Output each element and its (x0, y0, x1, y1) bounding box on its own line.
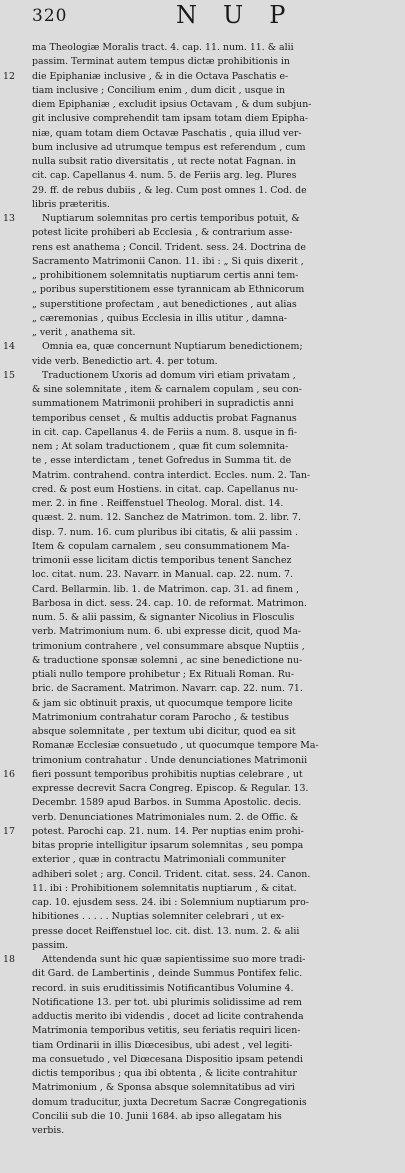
text-line (0, 269, 405, 283)
line-text: num. 5. & alii passim, & signanter Nicolius in Flosculis (32, 612, 295, 623)
line-text: Romanæ Ecclesiæ consuetudo , ut quocumque tempore Ma- (32, 740, 319, 752)
text-line (0, 98, 405, 112)
text-line (0, 711, 405, 725)
line-text: niæ, quam totam diem Octavæ Paschatis , quia illud ver- (32, 127, 302, 139)
text-line (0, 682, 405, 696)
text-line (0, 70, 405, 84)
line-text: nem ; At solam traductionem , quæ fit cum solemnita- (32, 441, 289, 452)
text-line (0, 611, 405, 625)
line-text: adductis merito ibi videndis , docet ad licite contrahenda (32, 1011, 304, 1022)
text-line (0, 640, 405, 654)
line-text: libris præteritis. (32, 198, 110, 210)
margin-paragraph-number: 12 (3, 70, 15, 82)
line-text: „ superstitione profectam , aut benedictiones , aut alias (32, 298, 297, 310)
text-line (0, 383, 405, 397)
margin-paragraph-number: 13 (3, 213, 15, 224)
text-line (0, 141, 405, 155)
line-text: presse docet Reiffenstuel loc. cit. dist. 13. num. 2. & alii (32, 925, 300, 937)
text-line (0, 1010, 405, 1024)
text-line (0, 469, 405, 483)
line-text: loc. citat. num. 23. Navarr. in Manual. cap. 22. num. 7. (32, 569, 293, 581)
line-text: Matrimonium , & Sponsa absque solemnitatibus ad viri (32, 1082, 295, 1094)
line-text: „ poribus superstitionem esse tyrannicam ab Ethnicorum (32, 284, 305, 296)
line-text: Nuptiarum solemnitas pro certis temporibus potuit, & (42, 213, 300, 224)
text-line (0, 155, 405, 169)
line-text: Decembr. 1589 apud Barbos. in Summa Apostolic. decis. (32, 797, 302, 809)
text-line (0, 811, 405, 825)
text-line (0, 184, 405, 198)
text-line (0, 412, 405, 426)
line-text: passim. Terminat autem tempus dictæ prohibitionis in (32, 56, 290, 68)
line-text: cit. cap. Capellanus 4. num. 5. de Feriis arg. leg. Plures (32, 170, 297, 182)
page-header (0, 0, 405, 40)
text-line (0, 554, 405, 568)
line-text: 29. ff. de rebus dubiis , & leg. Cum post omnes 1. Cod. de (32, 184, 307, 196)
line-text: summationem Matrimonii prohiberi in supradictis anni (32, 398, 294, 410)
line-text: git inclusive comprehendit tam ipsam totam diem Epipha- (32, 113, 309, 125)
text-line (0, 483, 405, 497)
text-line (0, 1053, 405, 1067)
line-text: bric. de Sacrament. Matrimon. Navarr. cap. 22. num. 71. (32, 683, 303, 695)
line-text: die Epiphaniæ inclusive , & in die Octava Paschatis e- (32, 70, 289, 82)
text-line (0, 212, 405, 226)
text-body (0, 41, 405, 1138)
line-text: „ cæremonias , quibus Ecclesia in illis utitur , damna- (32, 312, 288, 324)
line-text: in cit. cap. Capellanus 4. de Feriis a num. 8. usque in fi- (32, 426, 298, 438)
text-line (0, 796, 405, 810)
line-text: Matrimonium contrahatur coram Parocho , & testibus (32, 711, 289, 723)
text-line (0, 825, 405, 839)
text-line (0, 426, 405, 440)
line-text: trimonii esse licitam dictis temporibus tenent Sanchez (32, 555, 292, 566)
line-text: & sine solemnitate , item & carnalem copulam , seu con- (32, 384, 302, 395)
text-line (0, 454, 405, 468)
text-line (0, 127, 405, 141)
text-line (0, 654, 405, 668)
line-text: Attendenda sunt hic quæ sapientissime suo more tradi- (42, 954, 306, 965)
line-text: absque solemnitate , per textum ubi dicitur, quod ea sit (32, 726, 296, 737)
line-text: ma consuetudo , vel Diœcesana Dispositio ipsam petendi (32, 1053, 303, 1065)
text-line (0, 754, 405, 768)
line-text: nulla subsit ratio diversitatis , ut recte notat Fagnan. in (32, 156, 296, 167)
line-text: potest licite prohiberi ab Ecclesia , & contrarium asse- (32, 227, 293, 239)
line-text: ma Theologiæ Moralis tract. 4. cap. 11. num. 11. & alii (32, 42, 294, 53)
line-text: record. in suis eruditissimis Notificantibus Volumine 4. (32, 982, 294, 994)
text-line (0, 241, 405, 255)
page-number: 320 (32, 6, 68, 26)
line-text: Item & copulam carnalem , seu consummationem Ma- (32, 540, 290, 552)
text-line (0, 697, 405, 711)
line-text: rens est anathema ; Concil. Trident. sess. 24. Doctrina de (32, 241, 306, 253)
line-text: quæst. 2. num. 12. Sanchez de Matrimon. tom. 2. libr. 7. (32, 512, 301, 524)
text-line (0, 982, 405, 996)
line-text: & traductione sponsæ solemni , ac sine benedictione nu- (32, 654, 303, 666)
text-line (0, 497, 405, 511)
text-line (0, 397, 405, 411)
line-text: ptiali nullo tempore prohibetur ; Ex Rituali Roman. Ru- (32, 669, 294, 680)
text-line (0, 882, 405, 896)
text-line (0, 668, 405, 682)
line-text: expresse decrevit Sacra Congreg. Episcop. & Regular. 13. (32, 783, 309, 794)
text-line (0, 540, 405, 554)
text-line (0, 1081, 405, 1095)
text-line (0, 910, 405, 924)
running-head: NUP (176, 1, 312, 29)
line-text: dit Gard. de Lambertinis , deinde Summus Pontifex felic. (32, 968, 303, 980)
margin-paragraph-number: 17 (3, 825, 15, 837)
line-text: hibitiones . . . . . Nuptias solemniter celebrari , ut ex- (32, 911, 285, 923)
line-text: Matrim. contrahend. contra interdict. Eccles. num. 2. Tan- (32, 469, 311, 481)
text-line (0, 169, 405, 183)
text-line (0, 597, 405, 611)
line-text: Omnia ea, quæ concernunt Nuptiarum benedictionem; (42, 341, 303, 353)
text-line (0, 782, 405, 796)
text-line (0, 298, 405, 312)
line-text: Sacramento Matrimonii Canon. 11. ibi : „ Si quis dixerit , (32, 255, 304, 267)
line-text: & jam sic obtinuit praxis, ut quocumque tempore licite (32, 697, 293, 709)
line-text: te , esse interdictam , tenet Gofredus in Summa tit. de (32, 455, 292, 467)
text-line (0, 526, 405, 540)
text-line (0, 326, 405, 340)
line-text: potest. Parochi cap. 21. num. 14. Per nuptias enim prohi- (32, 825, 304, 837)
text-line (0, 112, 405, 126)
line-text: cred. & post eum Hostiens. in citat. cap. Capellanus nu- (32, 483, 299, 495)
line-text: trimonium contrahatur . Unde denunciationes Matrimonii (32, 754, 308, 766)
text-line (0, 1039, 405, 1053)
text-line (0, 226, 405, 240)
line-text: bitas proprie intelligitur ipsarum solemnitas , seu pompa (32, 840, 304, 851)
text-line (0, 55, 405, 69)
line-text: verb. Matrimonium num. 6. ubi expresse dicit, quod Ma- (32, 626, 302, 638)
text-line (0, 312, 405, 326)
text-line (0, 953, 405, 967)
line-text: exterior , quæ in contractu Matrimoniali communiter (32, 854, 286, 866)
line-text: cap. 10. ejusdem sess. 24. ibi : Solemnium nuptiarum pro- (32, 897, 309, 908)
line-text: verbis. (32, 1125, 65, 1136)
line-text: Card. Bellarmin. lib. 1. de Matrimon. cap. 31. ad finem , (32, 583, 299, 595)
line-text: verb. Denunciationes Matrimoniales num. 2. de Offic. & (32, 811, 299, 823)
text-line (0, 340, 405, 354)
line-text: vide verb. Benedictio art. 4. per totum. (32, 355, 218, 367)
line-text: Notificatione 13. per tot. ubi plurimis solidissime ad rem (32, 996, 302, 1008)
margin-paragraph-number: 15 (3, 369, 15, 381)
text-line (0, 939, 405, 953)
text-line (0, 283, 405, 297)
line-text: tiam inclusive ; Concilium enim , dum dicit , usque in (32, 84, 286, 96)
text-line (0, 739, 405, 753)
margin-paragraph-number: 14 (3, 341, 15, 353)
line-text: 11. ibi : Prohibitionem solemnitatis nuptiarum , & citat. (32, 882, 297, 894)
line-text: diem Epiphaniæ , excludit ipsius Octavam , & dum subjun- (32, 99, 312, 110)
text-line (0, 839, 405, 853)
line-text: domum traducitur, juxta Decretum Sacræ Congregationis (32, 1096, 307, 1108)
line-text: tiam Ordinarii in illis Diœcesibus, ubi adest , vel legiti- (32, 1039, 293, 1051)
text-line (0, 1096, 405, 1110)
text-line (0, 996, 405, 1010)
text-line (0, 583, 405, 597)
line-text: disp. 7. num. 16. cum pluribus ibi citatis, & alii passim . (32, 526, 299, 538)
text-line (0, 1110, 405, 1124)
line-text: „ prohibitionem solemnitatis nuptiarum certis anni tem- (32, 270, 299, 281)
line-text: passim. (32, 939, 69, 951)
text-line (0, 768, 405, 782)
line-text: Barbosa in dict. sess. 24. cap. 10. de reformat. Matrimon. (32, 597, 307, 609)
text-line (0, 511, 405, 525)
line-text: trimonium contrahere , vel consummare absque Nuptiis , (32, 640, 305, 652)
line-text: temporibus censet , & multis adductis probat Fagnanus (32, 412, 297, 424)
text-line (0, 355, 405, 369)
text-line (0, 896, 405, 910)
line-text: mer. 2. in fine . Reiffenstuel Theolog. Moral. dist. 14. (32, 498, 284, 509)
text-line (0, 84, 405, 98)
text-line (0, 1024, 405, 1038)
text-line (0, 440, 405, 454)
line-text: adhiberi solet ; arg. Concil. Trident. citat. sess. 24. Canon. (32, 868, 311, 880)
margin-paragraph-number: 18 (3, 954, 15, 965)
text-line (0, 369, 405, 383)
line-text: „ verit , anathema sit. (32, 327, 136, 338)
text-line (0, 725, 405, 739)
line-text: Traductionem Uxoris ad domum viri etiam privatam , (42, 369, 296, 381)
line-text: fieri possunt temporibus prohibitis nuptias celebrare , ut (32, 768, 303, 780)
text-line (0, 568, 405, 582)
text-line (0, 925, 405, 939)
text-line (0, 1124, 405, 1138)
line-text: Concilii sub die 10. Junii 1684. ab ipso allegatam his (32, 1110, 282, 1122)
line-text: Matrimonia temporibus vetitis, seu feriatis requiri licen- (32, 1025, 301, 1037)
margin-paragraph-number: 16 (3, 768, 15, 780)
text-line (0, 868, 405, 882)
text-line (0, 853, 405, 867)
text-line (0, 967, 405, 981)
text-line (0, 198, 405, 212)
text-line (0, 41, 405, 55)
text-line (0, 1067, 405, 1081)
line-text: bum inclusive ad utrumque tempus est referendum , cum (32, 141, 306, 153)
text-line (0, 255, 405, 269)
text-line (0, 625, 405, 639)
line-text: dictis temporibus ; qua ibi obtenta , & licite contrahitur (32, 1068, 297, 1079)
